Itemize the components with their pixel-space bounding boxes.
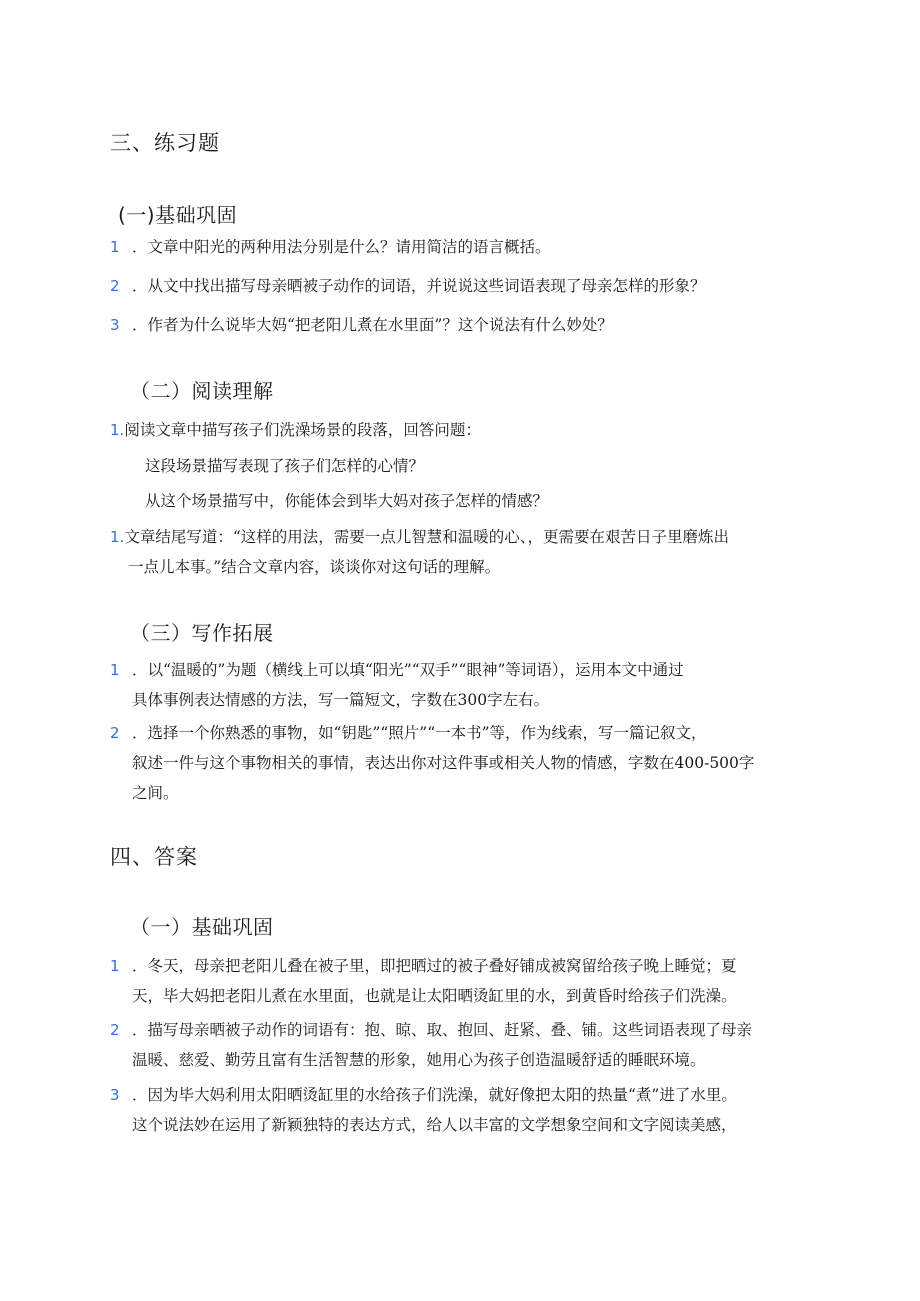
reading-sub-question-2: 从这个场景描写中，你能体会到毕大妈对孩子怎样的情感？ xyxy=(145,492,549,510)
item-text-line1: ．以“温暖的”为题（横线上可以填“阳光”“双手”“眼神”等词语），运用本文中通过 xyxy=(132,661,684,679)
item-text: ．作者为什么说毕大妈“把老阳儿煮在水里面”？这个说法有什么妙处？ xyxy=(132,316,613,334)
item-number: 3 xyxy=(110,316,120,334)
exercise-reading-1 xyxy=(110,415,810,445)
item-text-line3: 之间。 xyxy=(132,784,179,802)
item-text-line1: ．冬天，母亲把老阳儿叠在被子里，即把晒过的被子叠好铺成被窝留给孩子晚上睡觉；夏 xyxy=(132,957,737,975)
answer-basic-3 xyxy=(110,1080,815,1140)
item-text-line1: ．因为毕大妈利用太阳晒烫缸里的水给孩子们洗澡，就好像把太阳的热量“煮”进了水里。 xyxy=(132,1086,737,1104)
section-title-answers: 四、答案 xyxy=(110,845,198,869)
reading-sub-question-1: 这段场景描写表现了孩子们怎样的心情？ xyxy=(145,457,425,475)
exercise-writing-1 xyxy=(110,655,810,715)
item-text-line2: 温暖、慈爱、勤劳且富有生活智慧的形象，她用心为孩子创造温暖舒适的睡眠环境。 xyxy=(132,1051,706,1069)
item-number: 2 xyxy=(110,724,120,742)
item-text-line2: 天，毕大妈把老阳儿煮在水里面，也就是让太阳晒烫缸里的水，到黄昏时给孩子们洗澡。 xyxy=(132,987,737,1005)
item-number: 2 xyxy=(110,1021,120,1039)
item-text-line1: 文章结尾写道：“这样的用法，需要一点儿智慧和温暖的心、，更需要在艰苦日子里磨炼出 xyxy=(124,528,729,546)
item-number: 1 xyxy=(110,238,120,256)
item-text-line2: 具体事例表达情感的方法，写一篇短文，字数在300字左右。 xyxy=(132,691,550,709)
subsection-title-answers-basic: （一）基础巩固 xyxy=(130,915,274,939)
item-text: ．从文中找出描写母亲晒被子动作的词语，并说说这些词语表现了母亲怎样的形象？ xyxy=(132,277,706,295)
item-number: 1 xyxy=(110,661,120,679)
item-number: 2 xyxy=(110,277,120,295)
section-title-exercises: 三、练习题 xyxy=(110,131,220,155)
answer-basic-2 xyxy=(110,1015,810,1075)
exercise-writing-2 xyxy=(110,718,810,808)
exercise-basic-3 xyxy=(110,310,810,340)
exercise-reading-2 xyxy=(110,522,820,582)
subsection-title-reading: （二）阅读理解 xyxy=(130,379,274,403)
item-number: 3 xyxy=(110,1086,120,1104)
item-number: 1 xyxy=(110,957,120,975)
item-number: 1. xyxy=(110,528,125,546)
exercise-basic-1 xyxy=(110,232,810,262)
subsection-title-basic: (一)基础巩固 xyxy=(118,203,238,227)
item-number: 1. xyxy=(110,421,125,439)
item-text-line2: 这个说法妙在运用了新颖独特的表达方式，给人以丰富的文学想象空间和文字阅读美感， xyxy=(132,1116,737,1134)
item-text-line1: ．选择一个你熟悉的事物，如“钥匙”“照片”“一本书”等，作为线索，写一篇记叙文， xyxy=(132,724,707,742)
item-text-line1: ．描写母亲晒被子动作的词语有：抱、晾、取、抱回、赶紧、叠、铺。这些词语表现了母亲 xyxy=(132,1021,753,1039)
answer-basic-1 xyxy=(110,951,810,1011)
item-text-line2: 一点儿本事。”结合文章内容，谈谈你对这句话的理解。 xyxy=(128,558,501,576)
subsection-title-writing: （三）写作拓展 xyxy=(130,621,274,645)
item-text: ．文章中阳光的两种用法分别是什么？请用简洁的语言概括。 xyxy=(132,238,551,256)
item-text-line2: 叙述一件与这个事物相关的事情，表达出你对这件事或相关人物的情感，字数在400-500字 xyxy=(132,754,755,772)
exercise-basic-2 xyxy=(110,271,810,301)
item-text: 阅读文章中描写孩子们洗澡场景的段落，回答问题： xyxy=(124,421,481,439)
